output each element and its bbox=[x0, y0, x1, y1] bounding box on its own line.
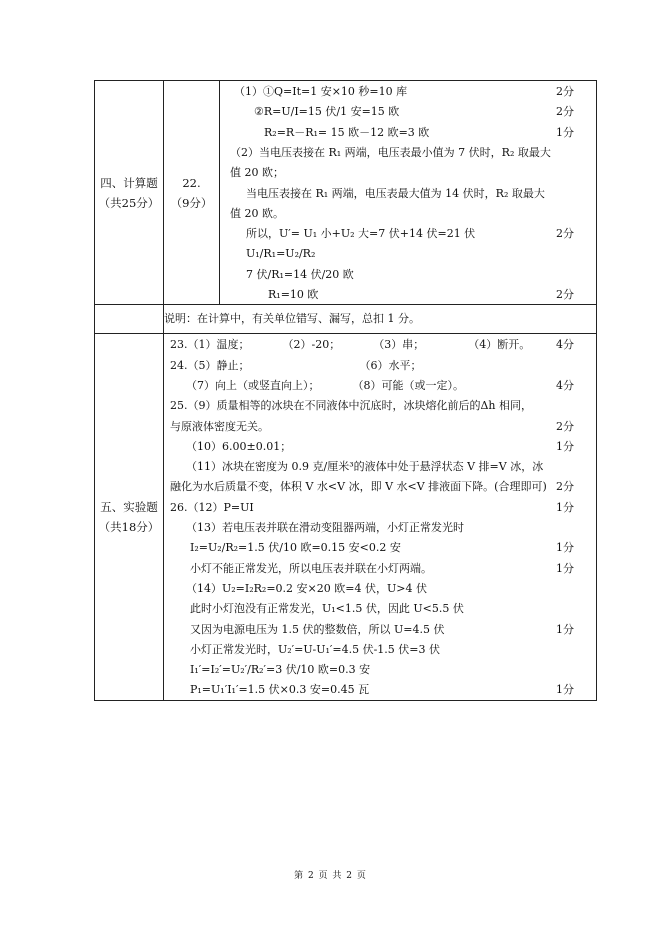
answer-text: 小灯不能正常发光，所以电压表并联在小灯两端。 bbox=[190, 561, 432, 575]
answer-line bbox=[164, 456, 596, 476]
answer-text: U₁/R₁=U₂/R₂ bbox=[246, 247, 316, 261]
answer-line bbox=[220, 142, 596, 162]
answer-line bbox=[164, 578, 596, 598]
score: 4分 bbox=[556, 338, 574, 352]
score: 2分 bbox=[556, 288, 574, 302]
answer-text: 与原液体密度无关。 bbox=[170, 419, 269, 433]
question-22-label bbox=[164, 81, 220, 305]
score: 1分 bbox=[556, 439, 574, 453]
page-footer: 第 2 页 共 2 页 bbox=[294, 871, 367, 881]
answer-text: P₁=U₁′I₁′=1.5 伏×0.3 安=0.45 瓦 bbox=[190, 683, 370, 697]
answer-line bbox=[164, 639, 596, 659]
answer-line bbox=[220, 101, 596, 121]
question-number: 22. bbox=[182, 175, 201, 190]
answer-line bbox=[164, 659, 596, 679]
score: 2分 bbox=[556, 85, 574, 99]
answer-text: 此时小灯泡没有正常发光，U₁<1.5 伏，因此 U<5.5 伏 bbox=[190, 602, 464, 616]
answer-text: 23.（1）温度； （2）-20； （3）串； （4）断开。 bbox=[170, 338, 531, 352]
answer-line bbox=[164, 537, 596, 557]
score: 1分 bbox=[556, 683, 574, 697]
grading-note: 说明：在计算中，有关单位错写、漏写，总扣 1 分。 bbox=[164, 305, 597, 334]
section-name: 四、计算题 bbox=[100, 175, 158, 190]
section-total: （共18分） bbox=[98, 519, 160, 534]
experiment-answers bbox=[164, 334, 597, 700]
score: 1分 bbox=[556, 125, 574, 139]
answer-line bbox=[164, 497, 596, 517]
answer-lines bbox=[164, 334, 596, 699]
answer-line bbox=[220, 223, 596, 243]
answer-line bbox=[164, 375, 596, 395]
score: 2分 bbox=[556, 105, 574, 119]
answer-lines bbox=[220, 81, 596, 304]
answer-text: （2）当电压表接在 R₁ 两端，电压表最小值为 7 伏时，R₂ 取最大 bbox=[230, 146, 551, 160]
answer-text: 当电压表接在 R₁ 两端，电压表最大值为 14 伏时，R₂ 取最大 bbox=[246, 186, 545, 200]
score: 2分 bbox=[556, 419, 574, 433]
answer-text: 26.（12）P=UI bbox=[170, 500, 254, 514]
answer-text: 25.（9）质量相等的冰块在不同液体中沉底时，冰块熔化前后的Δh 相同， bbox=[170, 399, 533, 413]
answer-line bbox=[220, 122, 596, 142]
answer-text: （13）若电压表并联在滑动变阻器两端，小灯正常发光时 bbox=[186, 521, 464, 535]
section-exp-label bbox=[95, 334, 164, 700]
score: 4分 bbox=[556, 379, 574, 392]
answer-line bbox=[164, 436, 596, 456]
answer-text: （7）向上（或竖直向上）； （8）可能（或一定）。 bbox=[186, 379, 464, 392]
answer-text: 所以，U′= U₁ 小+U₂ 大=7 伏+14 伏=21 伏 bbox=[246, 227, 476, 241]
answer-text: 融化为水后质量不变，体积 V 水<V 冰，即 V 水<V 排液面下降。(合理即可) bbox=[170, 480, 547, 494]
answer-line bbox=[164, 334, 596, 354]
answer-line bbox=[164, 355, 596, 375]
section-calc-label-cont bbox=[95, 305, 164, 334]
answer-text: R₁=10 欧 bbox=[268, 288, 319, 302]
score: 1分 bbox=[556, 541, 574, 555]
answer-line bbox=[220, 162, 596, 182]
answer-text: 24.（5）静止； （6）水平； bbox=[170, 358, 422, 372]
answer-line bbox=[164, 598, 596, 618]
answer-line bbox=[220, 264, 596, 284]
question-22-answer bbox=[220, 81, 597, 305]
answer-line bbox=[164, 415, 596, 435]
answer-text: 又因为电源电压为 1.5 伏的整数倍，所以 U=4.5 伏 bbox=[190, 622, 445, 636]
answer-text: （14）U₂=I₂R₂=0.2 安×20 欧=4 伏，U>4 伏 bbox=[186, 581, 427, 595]
answer-line bbox=[164, 558, 596, 578]
score: 1分 bbox=[556, 561, 574, 575]
answer-text: （11）冰块在密度为 0.9 克/厘米³的液体中处于悬浮状态 V 排=V 冰，冰 bbox=[186, 460, 544, 474]
answer-line bbox=[164, 476, 596, 496]
note-row bbox=[95, 305, 597, 334]
answer-line bbox=[220, 243, 596, 263]
score: 2分 bbox=[556, 480, 574, 494]
answer-line bbox=[164, 679, 596, 699]
answer-line bbox=[220, 203, 596, 223]
question-points: （9分） bbox=[170, 195, 213, 210]
answer-line bbox=[164, 517, 596, 537]
answer-text: 小灯正常发光时，U₂′=U-U₁′=4.5 伏-1.5 伏=3 伏 bbox=[190, 642, 440, 656]
section-name: 五、实验题 bbox=[100, 499, 158, 514]
section-calc-label bbox=[95, 81, 164, 305]
answer-text: （1）①Q=It=1 安×10 秒=10 库 bbox=[234, 85, 408, 99]
answer-text: I₁′=I₂′=U₂′/R₂′=3 伏/10 欧=0.3 安 bbox=[190, 663, 371, 677]
answer-text: ②R=U/I=15 伏/1 安=15 欧 bbox=[254, 105, 400, 119]
answer-text: I₂=U₂/R₂=1.5 伏/10 欧=0.15 安<0.2 安 bbox=[190, 541, 401, 555]
section-exp-row bbox=[95, 334, 597, 700]
answer-text: R₂=R－R₁= 15 欧－12 欧=3 欧 bbox=[264, 125, 430, 139]
answer-text: 7 伏/R₁=14 伏/20 欧 bbox=[246, 267, 354, 281]
answer-text: 值 20 欧； bbox=[230, 166, 284, 180]
score: 1分 bbox=[556, 500, 574, 514]
section-calc-row bbox=[95, 81, 597, 305]
answer-line bbox=[164, 618, 596, 638]
answer-text: （10）6.00±0.01； bbox=[186, 439, 292, 453]
score: 2分 bbox=[556, 227, 574, 241]
answer-line bbox=[220, 81, 596, 101]
section-total: （共25分） bbox=[98, 195, 160, 210]
score: 1分 bbox=[556, 622, 574, 636]
answer-line bbox=[220, 182, 596, 202]
grading-table bbox=[94, 80, 597, 701]
answer-text: 值 20 欧。 bbox=[230, 206, 284, 220]
answer-line bbox=[220, 284, 596, 304]
answer-line bbox=[164, 395, 596, 415]
